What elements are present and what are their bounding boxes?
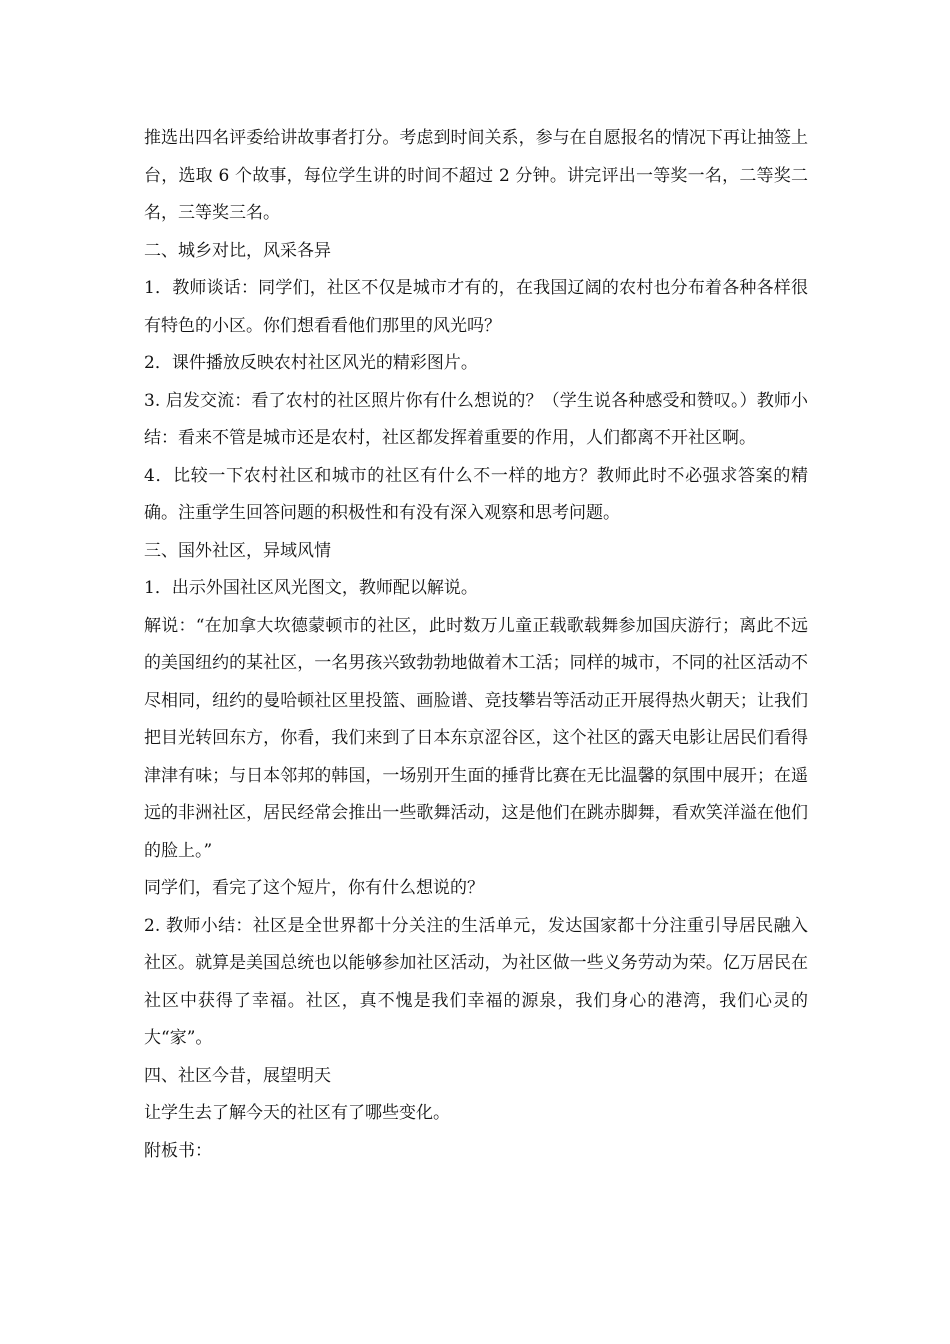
paragraph-question: 同学们，看完了这个短片，你有什么想说的？ bbox=[144, 878, 484, 898]
paragraph-judging-rules: 推选出四名评委给讲故事者打分。考虑到时间关系，参与在自愿报名的情况下再让抽签上台，选取 6 个故事，每位学生讲的时间不超过 2 分钟。讲完评出一等奖一名，二等奖二名，三等奖三名。 bbox=[144, 128, 808, 223]
paragraph-changes: 让学生去了解今天的社区有了哪些变化。 bbox=[144, 1103, 450, 1123]
paragraph-compare: 4．比较一下农村社区和城市的社区有什么不一样的地方？教师此时不必强求答案的精确。注重学生回答问题的积极性和有没有深入观察和思考问题。 bbox=[144, 465, 808, 523]
paragraph-show-foreign: 1．出示外国社区风光图文，教师配以解说。 bbox=[144, 578, 478, 598]
section-heading-4: 四、社区今昔，展望明天 bbox=[144, 1065, 331, 1086]
paragraph-inspire-exchange: 3. 启发交流：看了农村的社区照片你有什么想说的？（学生说各种感受和赞叹。）教师小结：看来不管是城市还是农村，社区都发挥着重要的作用，人们都离不开社区啊。 bbox=[144, 390, 808, 448]
paragraph-teacher-talk: 1．教师谈话：同学们，社区不仅是城市才有的，在我国辽阔的农村也分布着各种各样很有特色的小区。你们想看看他们那里的风光吗？ bbox=[144, 278, 808, 336]
section-heading-2: 二、城乡对比，风采各异 bbox=[144, 240, 331, 261]
section-heading-3: 三、国外社区，异域风情 bbox=[144, 540, 331, 561]
paragraph-summary: 2. 教师小结：社区是全世界都十分关注的生活单元，发达国家都十分注重引导居民融入社区。就算是美国总统也以能够参加社区活动，为社区做一些义务劳动为荣。亿万居民在社区中获得了幸福。社区，真不愧是我们幸福的源泉，我们身心的港湾，我们心灵的大“家”。 bbox=[144, 915, 808, 1048]
document-body bbox=[144, 120, 808, 1170]
paragraph-courseware: 2．课件播放反映农村社区风光的精彩图片。 bbox=[144, 353, 478, 373]
paragraph-blackboard: 附板书： bbox=[144, 1140, 212, 1161]
paragraph-narration: 解说：“在加拿大坎德蒙顿市的社区，此时数万儿童正载歌载舞参加国庆游行；离此不远的美国纽约的某社区，一名男孩兴致勃勃地做着木工活；同样的城市，不同的社区活动不尽相同，纽约的曼哈顿社区里投篮、画脸谱、竞技攀岩等活动正开展得热火朝天；让我们把目光转回东方，你看，我们来到了日本东京涩谷区，这个社区的露天电影让居民们看得津津有味；与日本邻邦的韩国，一场别开生面的捶背比赛在无比温馨的氛围中展开；在遥远的非洲社区，居民经常会推出一些歌舞活动，这是他们在跳赤脚舞，看欢笑洋溢在他们的脸上。” bbox=[144, 615, 808, 861]
